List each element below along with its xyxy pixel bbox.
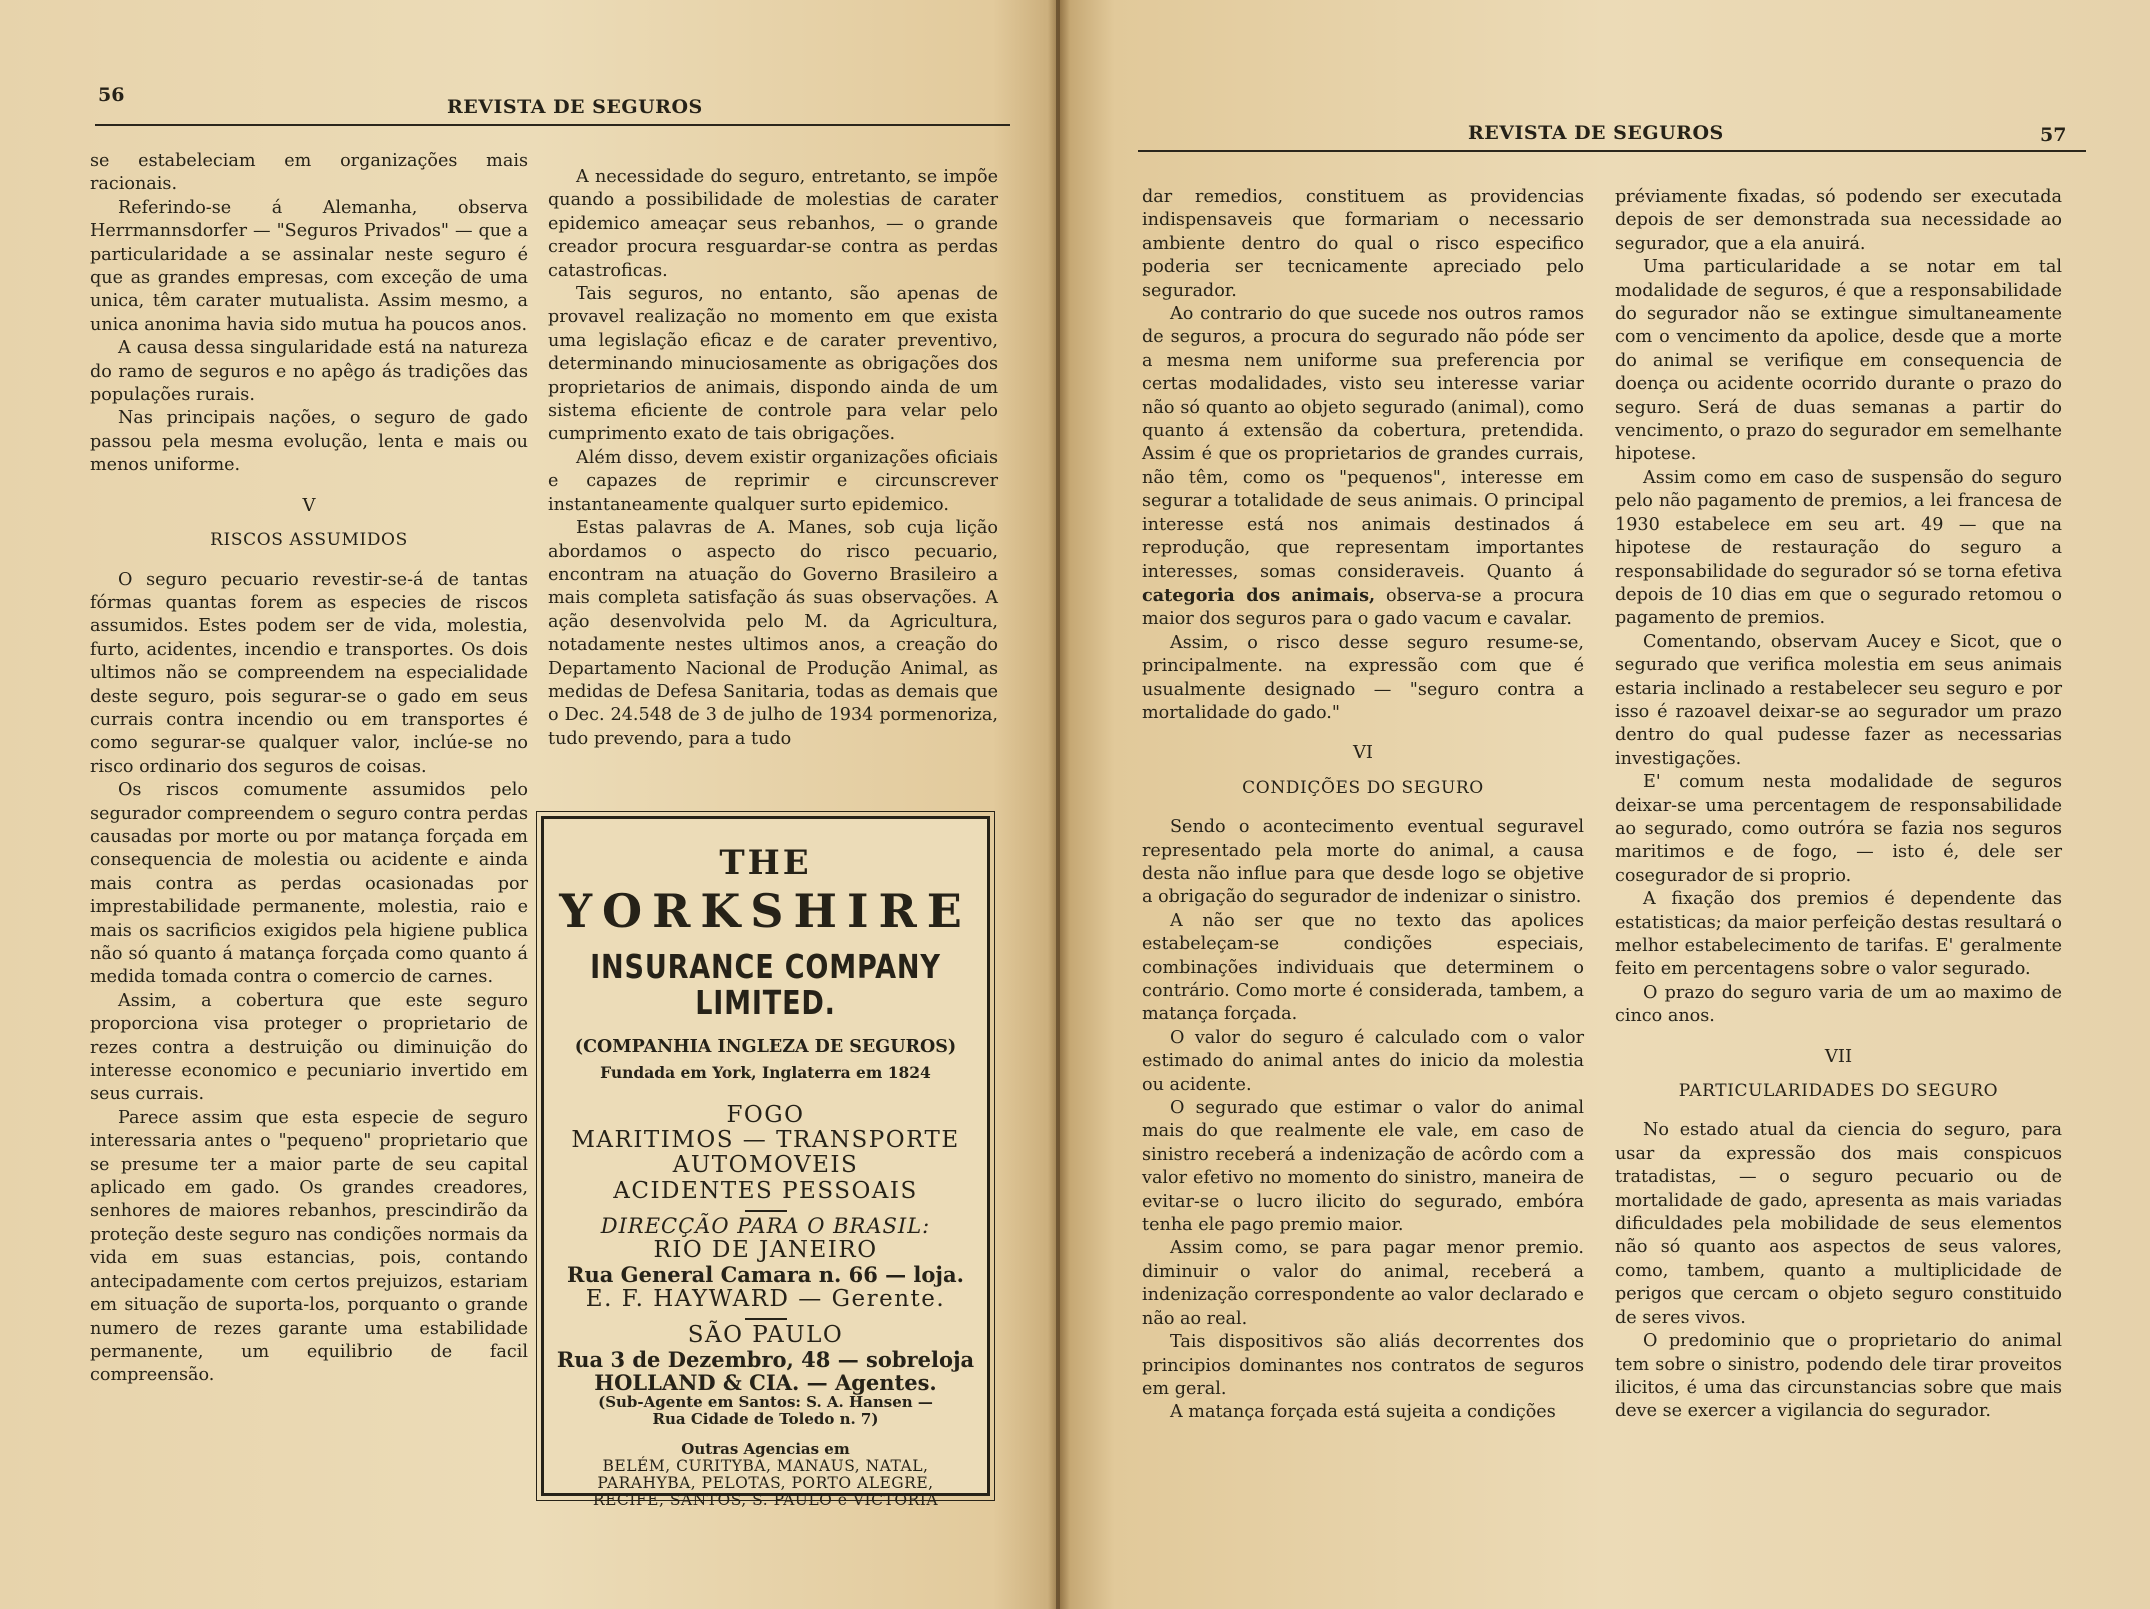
paragraph: Além disso, devem existir organizações oficiais e capazes de reprimir e circunscrever instantaneamente qualquer surto epidemico. (548, 447, 998, 515)
paragraph: dar remedios, constituem as providencias indispensaveis que formariam o necessario ambiente dentro do qual o risco especifico poderia ser tecnicamente apreciado pelo segurador. (1142, 187, 1584, 301)
paragraph-text: observa-se a procura maior dos seguros para o gado vacum e cavalar. (1142, 585, 1585, 630)
paragraph: No estado atual da ciencia do seguro, para usar da expressão dos mais conspicuos tratadistas, — o seguro pecuario ou de mortalidade de gado, apresenta as mais variadas dificuldades pela mobilidade de seus elementos não só quanto aos aspectos de seus valores, como, tambem, quanto a multiplicidade de perigos que cercam o objeto seguro constituido de seres vivos. (1615, 1120, 2062, 1328)
paragraph: E' comum nesta modalidade de seguros deixar-se uma percentagem de responsabilidade ao segurado, como outróra se fazia nos seguros maritimos e de fogo, — isto é, dele ser cosegurador de si proprio. (1615, 772, 2062, 886)
paragraph: se estabeleciam em organizações mais racionais. (90, 151, 528, 195)
ad-the: THE (719, 843, 812, 883)
paragraph: Uma particularidade a se notar em tal modalidade de seguros, é que a responsabilidade do segurador não se extingue simultaneamente com o vencimento da apolice, desde que a morte do animal se verifique em consequencia de doença ou acidente ocorrido durante o prazo do seguro. Será de duas semanas a partir do vencimento, o prazo do segurador em semelhante hipotese. (1615, 257, 2062, 465)
header-rule (95, 124, 1010, 126)
ad-line-fogo: FOGO (726, 1101, 805, 1128)
book-gutter (1048, 0, 1070, 1609)
paragraph: Referindo-se á Alemanha, observa Herrmannsdorfer — "Seguros Privados" — que a particularidade a se assinalar neste seguro é que as grandes empresas, com exceção de uma unica, têm carater mutualista. Assim mesmo, a unica anonima havia sido mutua ha poucos anos. (90, 197, 528, 335)
ad-company-subtitle: INSURANCE COMPANY LIMITED. (590, 946, 941, 1023)
left-page (0, 0, 1056, 1609)
section-title: CONDIÇÕES DO SEGURO (1242, 777, 1484, 798)
paragraph: A não ser que no texto das apolices estabeleçam-se condições especiais, combinações individuais que determinem o contrário. Como morte é considerada, tambem, a matança forçada. (1142, 910, 1584, 1025)
right-column-1 (1142, 186, 1584, 1425)
ad-line-automoveis: AUTOMOVEIS (672, 1152, 859, 1179)
page-number: 57 (2040, 124, 2067, 146)
running-head: REVISTA DE SEGUROS (447, 96, 703, 118)
paragraph (1142, 303, 1584, 632)
paragraph: O predominio que o proprietario do animal tem sobre o sinistro, podendo dele tirar proveitos ilicitos, é uma das circunstancias sobre que mais deve se exercer a vigilancia do segurador. (1615, 1331, 2062, 1422)
ad-cities-1: BELÉM, CURITYBA, MANAUS, NATAL, (602, 1456, 929, 1475)
paragraph: O prazo do seguro varia de um ao maximo de cinco anos. (1615, 982, 2062, 1027)
paragraph: A causa dessa singularidade está na natureza do ramo de seguros e no apêgo ás tradições das populações rurais. (90, 338, 528, 406)
ad-sp-agents: HOLLAND & CIA. — Agentes. (594, 1370, 937, 1396)
ad-rio-manager: E. F. HAYWARD — Gerente. (585, 1285, 946, 1312)
section-number: V (302, 494, 316, 516)
section-number: VII (1824, 1045, 1853, 1067)
paragraph: Assim como, se para pagar menor premio. diminuir o valor do animal, receberá a indenização correspondente ao valor declarado e não ao real. (1142, 1238, 1584, 1329)
left-column-1 (90, 150, 528, 1388)
ad-outras: Outras Agencias em (681, 1440, 850, 1459)
ad-line-acidentes: ACIDENTES PESSOAIS (613, 1177, 918, 1204)
ad-line-maritimos: MARITIMOS — TRANSPORTE (571, 1127, 960, 1154)
ad-portuguese-name: (COMPANHIA INGLEZA DE SEGUROS) (574, 1036, 957, 1057)
paragraph: A necessidade do seguro, entretanto, se impõe quando a possibilidade de molestias de carater epidemico ameaçar seus rebanhos, — o grande creador procura resguardar-se contra as perdas catastroficas. (548, 167, 998, 281)
ad-rio: RIO DE JANEIRO (653, 1237, 878, 1264)
paragraph: Assim, o risco desse seguro resume-se, principalmente. na expressão com que é usualmente designado — "seguro contra a mortalidade do gado." (1142, 632, 1584, 723)
paragraph: Assim como em caso de suspensão do seguro pelo não pagamento de premios, a lei francesa de 1930 estabelece em seu art. 49 — que na hipotese de restauração do seguro a responsabilidade do segurador só se torna efetiva depois de 10 dias em que o segurado retomou o pagamento de premios. (1615, 467, 2062, 629)
ad-divider (745, 1210, 787, 1212)
section-number: VI (1352, 742, 1374, 764)
section-title: RISCOS ASSUMIDOS (210, 530, 408, 551)
ad-cities-2: PARAHYBA, PELOTAS, PORTO ALEGRE, (597, 1473, 934, 1492)
ad-santos-line1: (Sub-Agente em Santos: S. A. Hansen — (598, 1393, 933, 1412)
yorkshire-advertisement (541, 816, 990, 1509)
paragraph: O valor do seguro é calculado com o valor estimado do animal antes do inicio da molestia ou acidente. (1142, 1027, 1584, 1095)
paragraph: préviamente fixadas, só podendo ser executada depois de ser demonstrada sua necessidade ao segurador, que a ela anuirá. (1615, 187, 2062, 254)
paragraph: O segurado que estimar o valor do animal mais do que realmente ele vale, em caso de sinistro receberá a indenização de acôrdo com a valor efetivo no momento do sinistro, maneira de evitar-se o lucro ilicito do segurado, embóra tenha ele pago premio maior. (1142, 1098, 1584, 1236)
header-rule (1138, 150, 2086, 152)
paragraph: Tais dispositivos são aliás decorrentes dos principios dominantes nos contratos de seguros em geral. (1142, 1332, 1584, 1399)
ad-santos-line2: Rua Cidade de Toledo n. 7) (652, 1409, 879, 1428)
ad-cities-3: RECIFE, SANTOS, S. PAULO e VICTORIA (592, 1490, 939, 1509)
paragraph-text: Ao contrario do que sucede nos outros ramos de seguros, a procura do segurado não póde ser a mesma nem uniforme sua preferencia por certas modalidades, visto seu interesse variar não só quanto ao objeto segurado (animal), como quanto á extensão da cobertura, pretendida. Assim é que os proprietarios de grandes currais, não têm, como os "pequenos", interesse em segurar a totalidade de seus animais. O principal interesse está nos animais destinados á reprodução, que representam importantes interesses, somas consideraveis. Quanto á (1142, 304, 1584, 582)
paragraph: O seguro pecuario revestir-se-á de tantas fórmas quantas forem as especies de riscos assumidos. Estes podem ser de vida, molestia, furto, acidentes, incendio e transportes. Os dois ultimos não se compreendem na especialidade deste seguro, pois segurar-se o gado em seus currais contra incendio ou em transportes é como segurar-se qualquer valor, inclúe-se no risco ordinario dos seguros de coisas. (90, 569, 528, 777)
paragraph: Estas palavras de A. Manes, sob cuja lição abordamos o aspecto do risco pecuario, encontram na atuação do Governo Brasileiro a mais completa satisfação ás suas observações. A ação desenvolvida pelo M. da Agricultura, notadamente nestes ultimos anos, a creação do Departamento Nacional de Produção Animal, as medidas de Defesa Sanitaria, todas as demais que o Dec. 24.548 de 3 de julho de 1934 pormenoriza, tudo prevendo, para a tudo (548, 518, 998, 749)
paragraph: A fixação dos premios é dependente das estatisticas; da maior perfeição destas resultará o melhor estabelecimento de tarifas. E' geralmente feito em percentagens sobre o valor segurado. (1615, 889, 2062, 980)
right-page (1060, 0, 2150, 1609)
ad-founded: Fundada em York, Inglaterra em 1824 (600, 1062, 931, 1082)
paragraph: A matança forçada está sujeita a condições (1170, 1402, 1556, 1423)
paragraph: Parece assim que esta especie de seguro interessaria antes o "pequeno" proprietario que se presume ter a maior parte de seu capital aplicado em gado. Os grandes creadores, senhores de maiores rebanhos, prescindirão da proteção deste seguro nas condições normais da vida em suas estancias, pois, contando antecipadamente com certos prejuizos, estariam em situação de suporta-los, porquanto o grande numero de rezes garante uma estabilidade permanente, um equilibrio de facil compreensão. (90, 1107, 528, 1386)
ad-sao-paulo: SÃO PAULO (687, 1321, 844, 1348)
ad-company-name: YORKSHIRE (559, 884, 972, 939)
left-column-2 (548, 166, 998, 751)
paragraph: Assim, a cobertura que este seguro proporciona visa proteger o proprietario de rezes contra a destruição ou diminuição do interesse economico e pecuniario invertido em seus currais. (90, 990, 528, 1105)
paragraph: Os riscos comumente assumidos pelo segurador compreendem o seguro contra perdas causadas por morte ou por matança forçada em consequencia de molestia ou acidente e ainda mais contra as perdas ocasionadas por imprestabilidade permanente, molestia, raio e mais os sacrificios exigidos pela higiene publica não só quanto á matança forçada como quanto á medida tomada contra o comercio de carnes. (90, 780, 528, 988)
paragraph: Nas principais nações, o seguro de gado passou pela mesma evolução, lenta e mais ou menos uniforme. (90, 408, 528, 476)
page-number: 56 (98, 84, 125, 106)
paragraph: Tais seguros, no entanto, são apenas de provavel realização no momento em que exista uma legislação eficaz e de carater preventivo, determinando minuciosamente as obrigações dos proprietarios de animais, dispondo ainda de um sistema eficiente de controle para velar pelo cumprimento exato de tais obrigações. (548, 284, 998, 445)
right-column-2 (1615, 186, 2062, 1424)
paragraph: Sendo o acontecimento eventual seguravel representado pela morte do animal, a causa desta não influe para que desde logo se objetive a obrigação do segurador de indenizar o sinistro. (1142, 817, 1584, 908)
ad-rio-address: Rua General Camara n. 66 — loja. (567, 1262, 964, 1288)
running-head: REVISTA DE SEGUROS (1468, 122, 1724, 144)
section-title: PARTICULARIDADES DO SEGURO (1678, 1081, 1999, 1102)
bold-phrase: categoria dos animais, (1142, 584, 1376, 606)
ad-divider (745, 1318, 787, 1320)
ad-sp-address: Rua 3 de Dezembro, 48 — sobreloja (556, 1347, 975, 1373)
ad-direccao: DIRECÇÃO PARA O BRASIL: (600, 1214, 931, 1239)
paragraph: Comentando, observam Aucey e Sicot, que o segurado que verifica molestia em seus animais estaria inclinado a restabelecer seu seguro e por isso é razoavel deixar-se ao segurador um prazo dentro do qual pudesse fazer as necessarias investigações. (1615, 631, 2062, 769)
